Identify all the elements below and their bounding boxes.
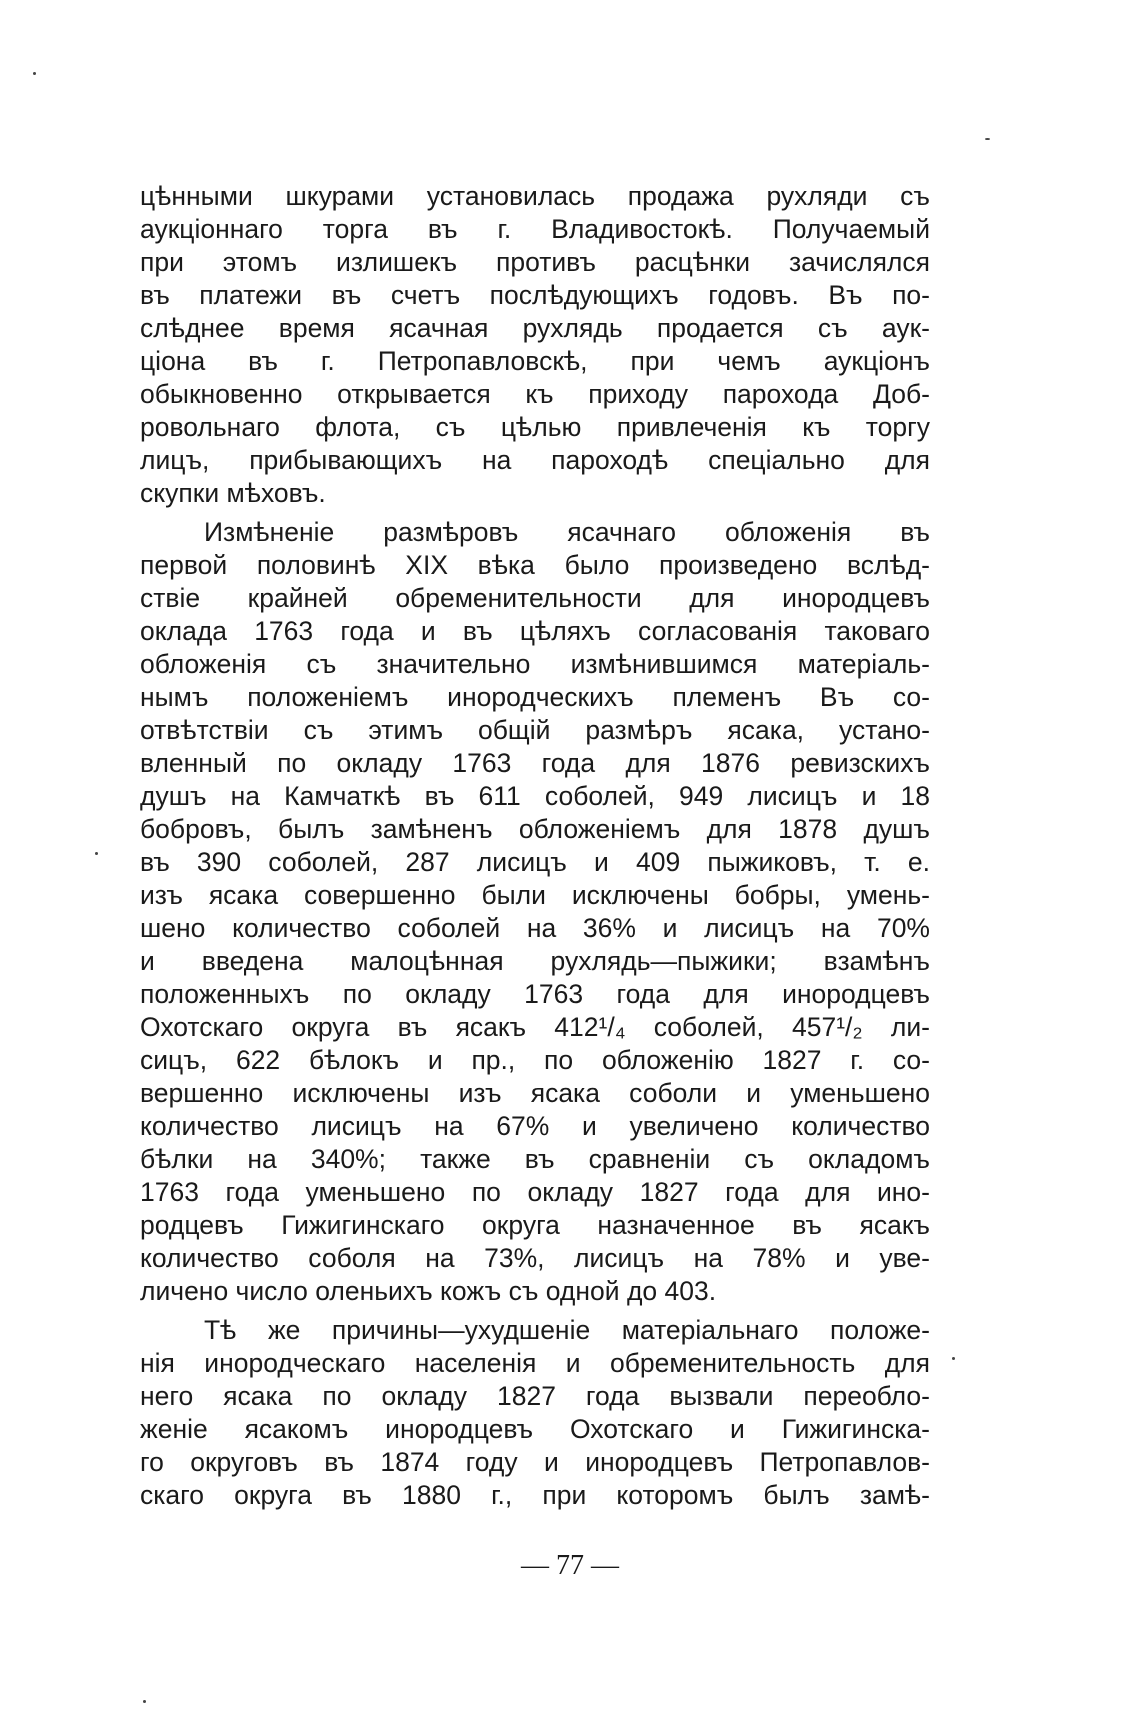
- text-line: шено количество соболей на 36% и лисицъ на 70%: [140, 913, 930, 943]
- paragraph: [140, 1314, 930, 1512]
- text-line: ровольнаго флота, съ цѣлью привлеченія къ торгу: [140, 412, 930, 442]
- text-line: скаго округа въ 1880 г., при которомъ былъ замѣ-: [140, 1480, 930, 1510]
- text-line: ціона въ г. Петропавловскѣ, при чемъ аукціонъ: [140, 346, 930, 376]
- text-line: нымъ положеніемъ инородческихъ племенъ Въ со-: [140, 682, 930, 712]
- paragraph: [140, 516, 930, 1308]
- scan-speck: [143, 1700, 146, 1703]
- text-line: обыкновенно открывается къ приходу парохода Доб-: [140, 379, 930, 409]
- page-number: — 77 —: [521, 1550, 619, 1581]
- text-line: оклада 1763 года и въ цѣляхъ согласованія таковаго: [140, 616, 930, 646]
- text-line: слѣднее время ясачная рухлядь продается съ аук-: [140, 313, 930, 343]
- text-line: него ясака по окладу 1827 года вызвали переобло-: [140, 1381, 930, 1411]
- text-line: обложенія съ значительно измѣнившимся матеріаль-: [140, 649, 930, 679]
- text-line: 1763 года уменьшено по окладу 1827 года для ино-: [140, 1177, 930, 1207]
- scan-speck: [95, 852, 98, 855]
- text-line: ствіе крайней обременительности для инородцевъ: [140, 583, 930, 613]
- text-line: бобровъ, былъ замѣненъ обложеніемъ для 1878 душъ: [140, 814, 930, 844]
- text-line: бѣлки на 340%; также въ сравненіи съ окладомъ: [140, 1144, 930, 1174]
- text-line: личено число оленьихъ кожъ съ одной до 403.: [140, 1276, 717, 1306]
- text-line: нія инородческаго населенія и обременительность для: [140, 1348, 930, 1378]
- text-line: въ 390 соболей, 287 лисицъ и 409 пыжиковъ, т. е.: [140, 847, 930, 877]
- text-line: цѣнными шкурами установилась продажа рухляди съ: [140, 181, 930, 211]
- text-line: душъ на Камчаткѣ въ 611 соболей, 949 лисицъ и 18: [140, 781, 930, 811]
- text-line: го округовъ въ 1874 году и инородцевъ Петропавлов-: [140, 1447, 930, 1477]
- scan-speck: [952, 1357, 955, 1360]
- text-line: скупки мѣховъ.: [140, 478, 326, 508]
- text-line: количество соболя на 73%, лисицъ на 78% и уве-: [140, 1243, 930, 1273]
- text-line: отвѣтствіи съ этимъ общій размѣръ ясака, устано-: [140, 715, 930, 745]
- text-line: количество лисицъ на 67% и увеличено количество: [140, 1111, 930, 1141]
- text-line: женіе ясакомъ инородцевъ Охотскаго и Гижигинска-: [140, 1414, 930, 1444]
- text-line: въ платежи въ счетъ послѣдующихъ годовъ. Въ по-: [140, 280, 930, 310]
- scan-speck: [33, 72, 36, 75]
- body-text: [140, 180, 930, 1512]
- text-line: Измѣненіе размѣровъ ясачнаго обложенія въ: [204, 517, 930, 547]
- paragraph: [140, 180, 930, 510]
- text-line: Охотскаго округа въ ясакъ 412¹/₄ соболей, 457¹/₂ ли-: [140, 1012, 930, 1042]
- text-line: вершенно исключены изъ ясака соболи и уменьшено: [140, 1078, 930, 1108]
- text-line: родцевъ Гижигинскаго округа назначенное въ ясакъ: [140, 1210, 930, 1240]
- text-line: сицъ, 622 бѣлокъ и пр., по обложенію 1827 г. со-: [140, 1045, 930, 1075]
- text-line: изъ ясака совершенно были исключены бобры, умень-: [140, 880, 930, 910]
- text-line: положенныхъ по окладу 1763 года для инородцевъ: [140, 979, 930, 1009]
- text-line: и введена малоцѣнная рухлядь—пыжики; взамѣнъ: [140, 946, 930, 976]
- text-line: Тѣ же причины—ухудшеніе матеріальнаго положе-: [204, 1315, 930, 1345]
- text-line: при этомъ излишекъ противъ расцѣнки зачислялся: [140, 247, 930, 277]
- text-line: лицъ, прибывающихъ на пароходѣ спеціально для: [140, 445, 930, 475]
- text-line: аукціоннаго торга въ г. Владивостокѣ. Получаемый: [140, 214, 930, 244]
- scan-speck: [985, 138, 990, 140]
- text-line: вленный по окладу 1763 года для 1876 ревизскихъ: [140, 748, 930, 778]
- text-line: первой половинѣ XIX вѣка было произведено вслѣд-: [140, 550, 930, 580]
